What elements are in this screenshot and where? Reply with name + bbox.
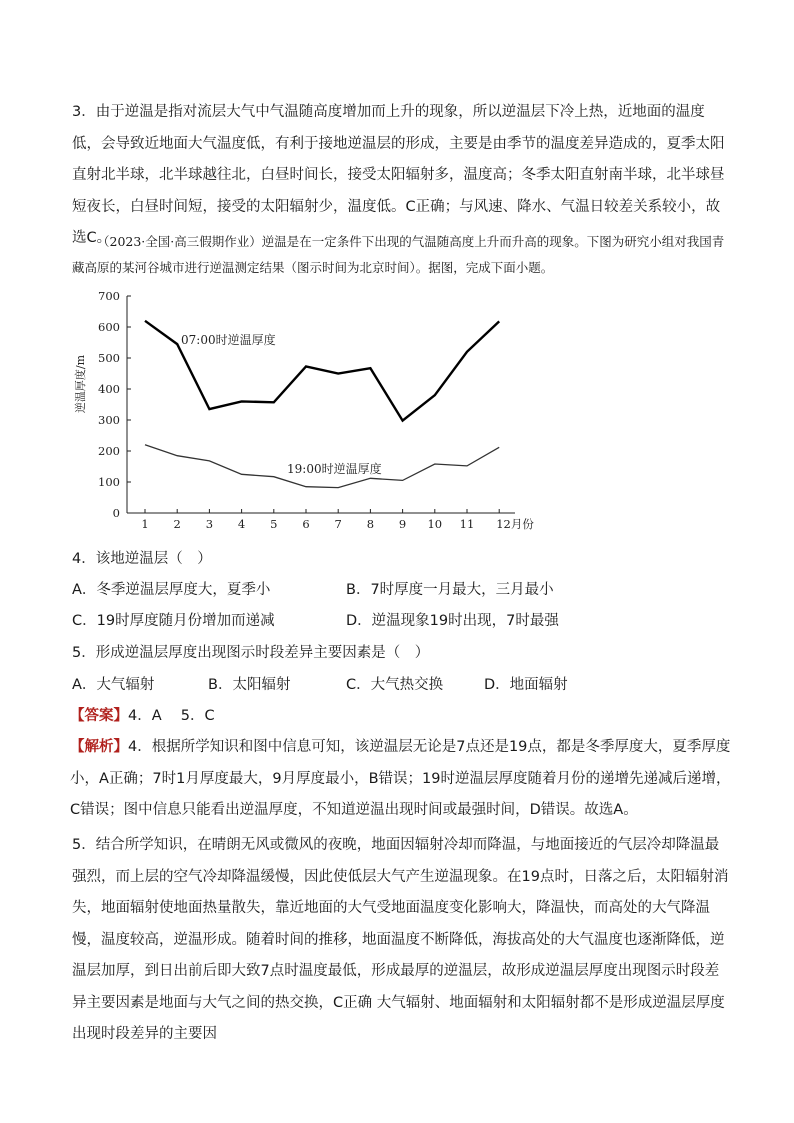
q5-option-d: D．地面辐射 <box>484 677 568 693</box>
x-tick-label: 10 <box>427 517 443 531</box>
y-tick-label: 700 <box>98 289 120 303</box>
y-tick-label: 100 <box>98 475 120 489</box>
y-tick-label: 400 <box>98 382 120 396</box>
inversion-thickness-chart <box>70 284 540 540</box>
y-tick-label: 600 <box>98 320 120 334</box>
question-4-stem: 4．该地逆温层（ ） <box>72 551 212 567</box>
x-tick-label: 9 <box>398 517 407 531</box>
series-label-0700: 07:00时逆温厚度 <box>181 333 276 347</box>
q5-option-b: B．太阳辐射 <box>208 677 291 693</box>
x-tick-label: 7 <box>334 517 342 531</box>
analysis-q5: 5．结合所学知识，在晴朗无风或微风的夜晚，地面因辐射冷却而降温，与地面接近的气层冷却降温最强烈，而上层的空气冷却降温缓慢，因此使低层大气产生逆温现象。在19点时，日落之后，太阳辐射消失，地面辐射使地面热量散失，靠近地面的大气受地面温度变化影响大，降温快，而高处的大气降温慢，温度较高，逆温形成。随着时间的推移，地面温度不断降低，海拔高处的大气温度也逐渐降低，逆温层加厚，到日出前后即大致7点时温度最低，形成最厚的逆温层，故形成逆温层厚度出现图示时段差异主要因素是地面与大气之间的热交换，C正确 大气辐射、地面辐射和太阳辐射都不是形成逆温层厚度出现时段差异的主要因 <box>72 837 729 1042</box>
x-tick-label: 8 <box>366 517 375 531</box>
q4-option-a: A．冬季逆温层厚度大，夏季小 <box>72 582 271 598</box>
q4-option-d: D．逆温现象19时出现，7时最强 <box>346 613 559 629</box>
answer-line <box>70 706 215 726</box>
y-tick-label: 300 <box>98 413 120 427</box>
series-label-1900: 19:00时逆温厚度 <box>287 462 382 476</box>
analysis-label: 【解析】 <box>70 739 128 755</box>
y-tick-label: 500 <box>98 351 120 365</box>
analysis-q4 <box>70 732 734 827</box>
x-tick-label: 6 <box>302 517 310 531</box>
x-tick-label: 4 <box>237 517 246 531</box>
y-tick-label: 0 <box>112 506 120 520</box>
x-tick-label: 12月份 <box>496 517 534 531</box>
x-tick-label: 3 <box>205 517 214 531</box>
explanation-q3: 3．由于逆温是指对流层大气中气温随高度增加而上升的现象，所以逆温层下冷上热，近地面的温度低，会导致近地面大气温度低，有利于接地逆温层的形成，主要是由季节的温度差异造成的，夏季太阳直射北半球，北半球越往北，白昼时间长，接受太阳辐射多，温度高；冬季太阳直射南半球，北半球昼短夜长，白昼时间短，接受的太阳辐射少，温度低。C正确；与风速、降水、气温日较差关系较小，故选C。 <box>72 104 725 246</box>
question-lead: （2023·全国·高三假期作业）逆温是在一定条件下出现的气温随高度上升而升高的现象。下图为研究小组对我国青藏高原的某河谷城市进行逆温测定结果（图示时间为北京时间）。据图，完成下面小题。 <box>72 234 725 275</box>
x-tick-label: 5 <box>270 517 278 531</box>
x-tick-label: 2 <box>173 517 181 531</box>
answer-label: 【答案】 <box>70 708 128 724</box>
q4-option-b: B．7时厚度一月最大，三月最小 <box>346 582 554 598</box>
analysis-q4-text: 4．根据所学知识和图中信息可知，该逆温层无论是7点还是19点，都是冬季厚度大，夏季厚度小，A正确；7时1月厚度最大，9月厚度最小，B错误；19时逆温层厚度随着月份的递增先递减后递增，C错误；图中信息只能看出逆温厚度，不知道逆温出现时间或最强时间，D错误。故选A。 <box>70 739 731 818</box>
answer-text: 4．A 5．C <box>128 708 215 724</box>
x-tick-label: 11 <box>459 517 475 531</box>
x-tick-label: 1 <box>141 517 149 531</box>
q5-option-c: C．大气热交换 <box>346 677 444 693</box>
question-5-stem: 5．形成逆温层厚度出现图示时段差异主要因素是（ ） <box>72 645 430 661</box>
y-axis-label: 逆温厚度/m <box>74 354 87 414</box>
y-tick-label: 200 <box>98 444 120 458</box>
q5-option-a: A．大气辐射 <box>72 677 155 693</box>
q4-option-c: C．19时厚度随月份增加而递减 <box>72 613 275 629</box>
